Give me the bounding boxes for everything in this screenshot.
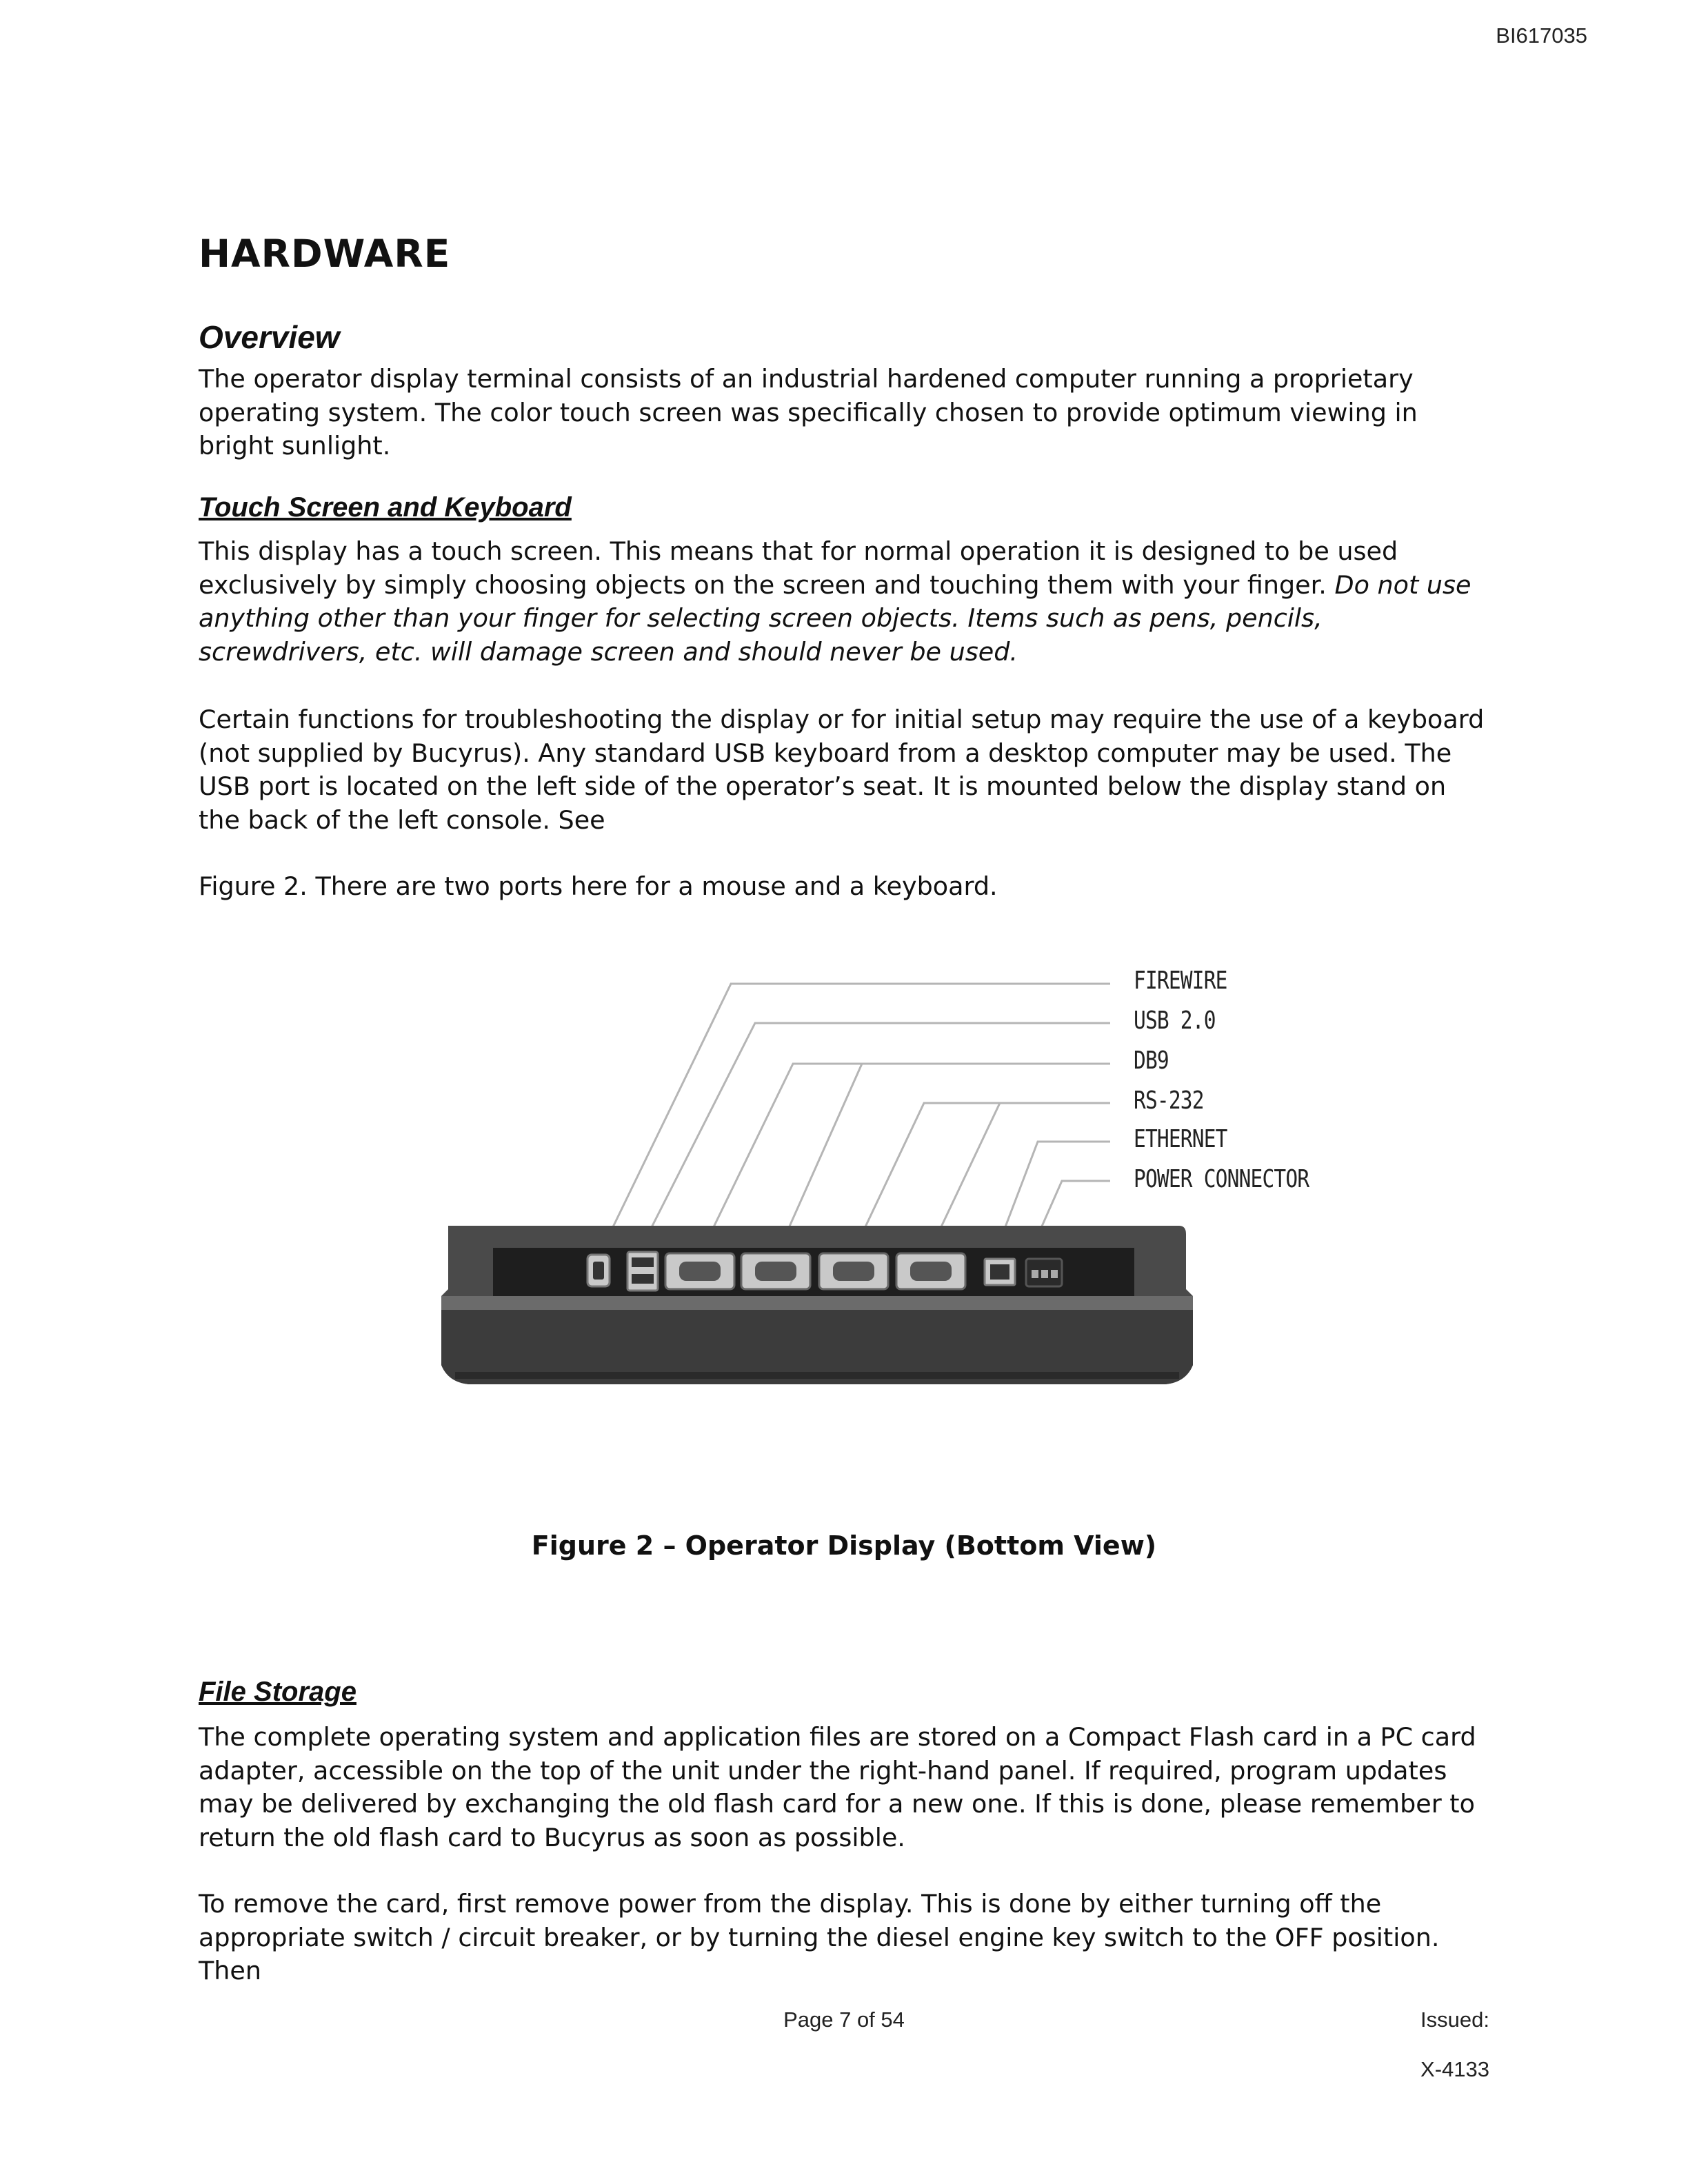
leader-db9-b — [786, 1064, 862, 1234]
touch-screen-warning: Do not use anything other than your finger for selecting screen objects. Items such as pens, pencils, screwdrivers, etc. will damage screen and should never be used. — [199, 569, 1471, 667]
overview-heading: Overview — [199, 319, 340, 355]
touch-screen-heading: Touch Screen and Keyboard — [199, 492, 572, 523]
overview-paragraph: The operator display terminal consists of an industrial hardened computer running a proprietary operating system. The color touch screen was specifically chosen to provide optimum viewing in bright sunlight. — [199, 364, 1418, 461]
issued-label: Issued: — [1420, 2008, 1489, 2032]
document-id: BI617035 — [1496, 23, 1587, 48]
document-code: X-4133 — [1420, 2057, 1489, 2081]
figure-reference-paragraph: Figure 2. There are two ports here for a mouse and a keyboard. — [199, 871, 998, 901]
operator-display-figure — [428, 958, 1352, 1399]
keyboard-paragraph: Certain functions for troubleshooting the display or for initial setup may require the use of a keyboard (not supplied by Bucyrus). Any standard USB keyboard from a desktop computer may be used. The USB port is located on the left side of the operator’s seat. It is mounted below the display stand on the back of the left console. See — [199, 705, 1485, 835]
touch-screen-paragraph — [199, 535, 1495, 669]
leader-firewire — [610, 984, 1110, 1234]
touch-screen-text: This display has a touch screen. This means that for normal operation it is designed to be used exclusively by simply choosing objects on the screen and touching them with your finger. — [199, 536, 1398, 600]
label-rs232: RS-232 — [1134, 1086, 1204, 1115]
leader-lines — [610, 984, 1110, 1234]
remove-card-paragraph: To remove the card, first remove power from the display. This is done by either turning off the appropriate switch / circuit breaker, or by turning the diesel engine key switch to the OFF position. Then — [199, 1889, 1440, 1985]
file-storage-paragraph: The complete operating system and application files are stored on a Compact Flash card in a PC card adapter, accessible on the top of the unit under the right-hand panel. If required, program updates may be delivered by exchanging the old flash card for a new one. If this is done, please remember to return the old flash card to Bucyrus as soon as possible. — [199, 1722, 1476, 1852]
leader-rs232-b — [938, 1103, 1000, 1234]
section-title: HARDWARE — [199, 232, 451, 276]
label-ethernet: ETHERNET — [1134, 1125, 1227, 1153]
page-number: Page 7 of 54 — [783, 2008, 905, 2032]
leader-ethernet — [1003, 1142, 1110, 1234]
figure-caption: Figure 2 – Operator Display (Bottom View) — [531, 1530, 1157, 1561]
leader-usb — [648, 1023, 1110, 1234]
display-body — [441, 1226, 1193, 1384]
file-storage-heading: File Storage — [199, 1677, 356, 1707]
leader-rs232 — [862, 1103, 1110, 1234]
label-firewire: FIREWIRE — [1134, 967, 1227, 995]
label-usb: USB 2.0 — [1134, 1007, 1216, 1035]
label-power-connector: POWER CONNECTOR — [1134, 1165, 1309, 1193]
label-db9: DB9 — [1134, 1046, 1169, 1075]
